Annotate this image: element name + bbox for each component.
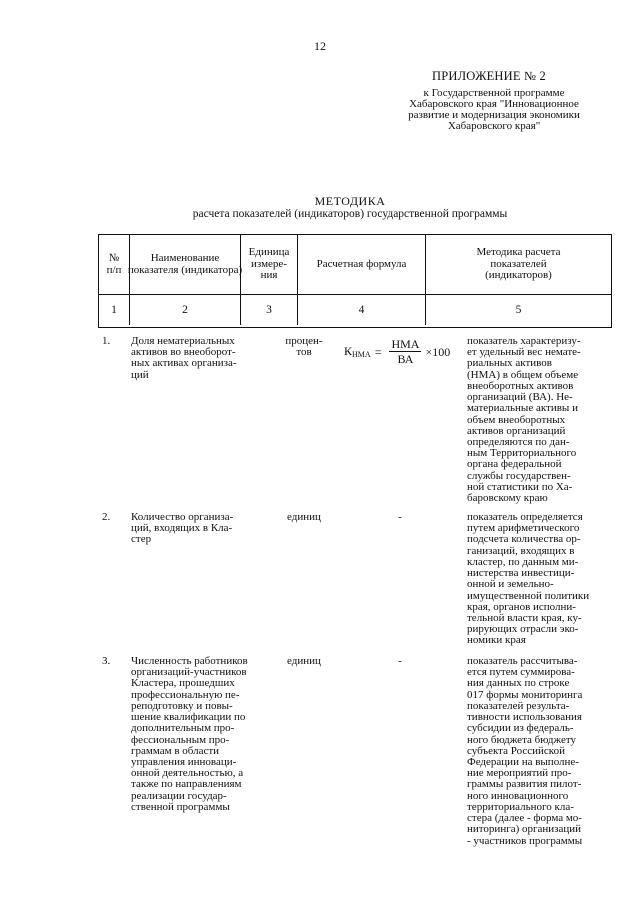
method-description xyxy=(467,656,615,847)
text-line: управления инноваци- xyxy=(131,755,237,768)
method-description xyxy=(467,336,615,504)
text-line: объем внеоборотных xyxy=(467,413,566,426)
text-line: Количество организа- xyxy=(131,511,234,523)
text-line: Доля нематериальных xyxy=(131,335,235,347)
text-line: стер xyxy=(131,533,152,546)
column-number: 1 xyxy=(99,295,130,325)
text-line: территориального кла- xyxy=(467,800,574,813)
row-number: 3. xyxy=(102,655,111,667)
text-line: Численность работников xyxy=(131,655,248,667)
text-line: материальные активы и xyxy=(467,402,578,415)
text-line: субъекта Российской xyxy=(467,744,565,757)
text-line: края, органов исполни- xyxy=(467,600,576,613)
text-line: Федерации на выполне- xyxy=(467,755,579,768)
text-line: реализации государ- xyxy=(131,789,227,802)
header-line: п/п xyxy=(106,263,122,276)
header-formula xyxy=(298,235,426,295)
formula-numerator: НМА xyxy=(391,337,420,351)
header-line: показателей xyxy=(490,257,547,270)
indicator-name xyxy=(131,512,279,546)
header-line: № xyxy=(108,251,120,264)
text-line: фессиональным про- xyxy=(131,733,230,746)
formula-fraction xyxy=(389,338,421,365)
text-line: ниторинга) организаций xyxy=(467,823,582,836)
text-line: подсчета количества ор- xyxy=(467,533,581,546)
text-line: имущественной политики xyxy=(467,589,590,602)
calc-formula: - xyxy=(398,511,402,523)
text-line: процен- xyxy=(285,335,323,347)
text-line: ется путем суммирова- xyxy=(467,666,575,679)
header-no xyxy=(99,235,130,295)
header-line: Единица xyxy=(248,246,290,259)
text-line: ций, входящих в Кла- xyxy=(131,522,233,535)
text-line: шение квалификации по xyxy=(131,711,246,724)
text-line: баровскому краю xyxy=(467,492,548,505)
header-line: показателя (индикатора) xyxy=(127,263,243,276)
text-line: ние мероприятий про- xyxy=(467,767,572,780)
header-name xyxy=(127,235,243,295)
text-line: тивности использования xyxy=(467,711,582,724)
text-line: ного бюджета бюджету xyxy=(467,733,576,746)
appendix-subtitle-line: Хабаровского края "Инновационное xyxy=(409,98,579,110)
formula-eq: = xyxy=(374,344,382,359)
text-line: ного инновационного xyxy=(467,789,569,802)
row-number: 1. xyxy=(102,335,111,347)
text-line: организаций (ВА). Не- xyxy=(467,391,573,404)
text-line: ной статистики по Ха- xyxy=(467,480,573,493)
text-line: органа федеральной xyxy=(467,458,562,471)
calc-formula: - xyxy=(398,655,402,667)
indicator-name xyxy=(131,336,279,381)
text-line: показатель рассчитыва- xyxy=(467,655,578,667)
header-line: Расчетная формула xyxy=(316,257,407,270)
text-line: тельной власти края, ку- xyxy=(467,611,582,624)
appendix-subtitle-line: Хабаровского края" xyxy=(447,120,541,132)
text-line: риальных активов xyxy=(467,357,552,370)
appendix-title: ПРИЛОЖЕНИЕ № 2 xyxy=(432,69,546,83)
row-number: 2. xyxy=(102,511,111,523)
unit xyxy=(282,656,326,667)
table-header xyxy=(98,234,612,328)
text-line: граммам в области xyxy=(131,744,220,757)
text-line: показатель характеризу- xyxy=(467,335,581,347)
column-number: 3 xyxy=(241,295,298,325)
text-line: кластер, по данным ми- xyxy=(467,555,579,568)
text-line: дополнительным про- xyxy=(131,722,235,735)
text-line: субсидии из федераль- xyxy=(467,722,574,735)
text-line: путем арифметического xyxy=(467,522,580,535)
text-line: активов организаций xyxy=(467,424,566,437)
text-line: 017 формы мониторинга xyxy=(467,688,583,701)
text-line: онной и земельно- xyxy=(467,578,554,591)
header-line: ния xyxy=(260,269,278,282)
text-line: внеоборотных активов xyxy=(467,379,574,392)
text-line: тов xyxy=(296,346,312,359)
appendix-subtitle-line: развитие и модернизация экономики xyxy=(408,109,580,121)
text-line: также по направлениям xyxy=(131,778,242,791)
appendix-subtitle-line: к Государственной программе xyxy=(423,87,565,99)
header-line: Методика расчета xyxy=(476,246,561,259)
indicator-name xyxy=(131,656,279,813)
page-number: 12 xyxy=(314,39,326,53)
methodology-subtitle: расчета показателей (индикаторов) государственной программы xyxy=(192,208,508,220)
text-line: рирующих отрасли эко- xyxy=(467,623,579,636)
text-line: единиц xyxy=(287,655,321,667)
header-method xyxy=(426,235,611,295)
text-line: активов во внеоборот- xyxy=(131,346,236,359)
formula-multiplier: ×100 xyxy=(425,344,451,359)
appendix-subtitle xyxy=(380,88,608,132)
text-line: ций xyxy=(131,368,149,381)
text-line: ганизаций, входящих в xyxy=(467,544,575,557)
header-line: измере- xyxy=(251,257,287,270)
text-line: определяются по дан- xyxy=(467,435,570,448)
text-line: (НМА) в общем объеме xyxy=(467,368,579,381)
text-line: граммы развития пилот- xyxy=(467,778,582,791)
column-number: 2 xyxy=(130,295,241,325)
text-line: реподготовку и повы- xyxy=(131,699,233,712)
text-line: - участников программы xyxy=(467,834,583,847)
unit xyxy=(282,336,326,358)
formula-denominator: ВА xyxy=(397,352,414,367)
text-line: номики края xyxy=(467,634,526,647)
text-line: ет удельный вес немате- xyxy=(467,346,581,359)
text-line: ния данных по строке xyxy=(467,677,570,690)
text-line: организаций-участников xyxy=(131,666,247,679)
methodology-title: МЕТОДИКА xyxy=(314,194,386,208)
text-line: профессиональную пе- xyxy=(131,688,240,701)
text-line: ственной программы xyxy=(131,800,230,813)
text-line: ных активах организа- xyxy=(131,357,237,370)
text-line: показатель определяется xyxy=(467,511,583,523)
text-line: нистерства инвестици- xyxy=(467,567,575,580)
calc-formula xyxy=(338,338,462,365)
text-line: стера (далее - форма мо- xyxy=(467,812,582,825)
header-line: (индикаторов) xyxy=(485,269,552,282)
column-number: 5 xyxy=(515,303,522,316)
method-description xyxy=(467,512,615,647)
text-line: ным Территориального xyxy=(467,447,577,460)
unit xyxy=(282,512,326,523)
text-line: службы государствен- xyxy=(467,469,571,482)
column-number: 4 xyxy=(298,295,426,325)
formula-k: $К_{НМА}$ xyxy=(344,343,371,359)
header-unit xyxy=(241,235,298,295)
text-line: Кластера, прошедших xyxy=(131,677,235,690)
header-line: Наименование xyxy=(150,251,220,264)
text-line: показателей результа- xyxy=(467,699,570,712)
text-line: единиц xyxy=(287,511,321,523)
text-line: онной деятельностью, а xyxy=(131,767,244,780)
